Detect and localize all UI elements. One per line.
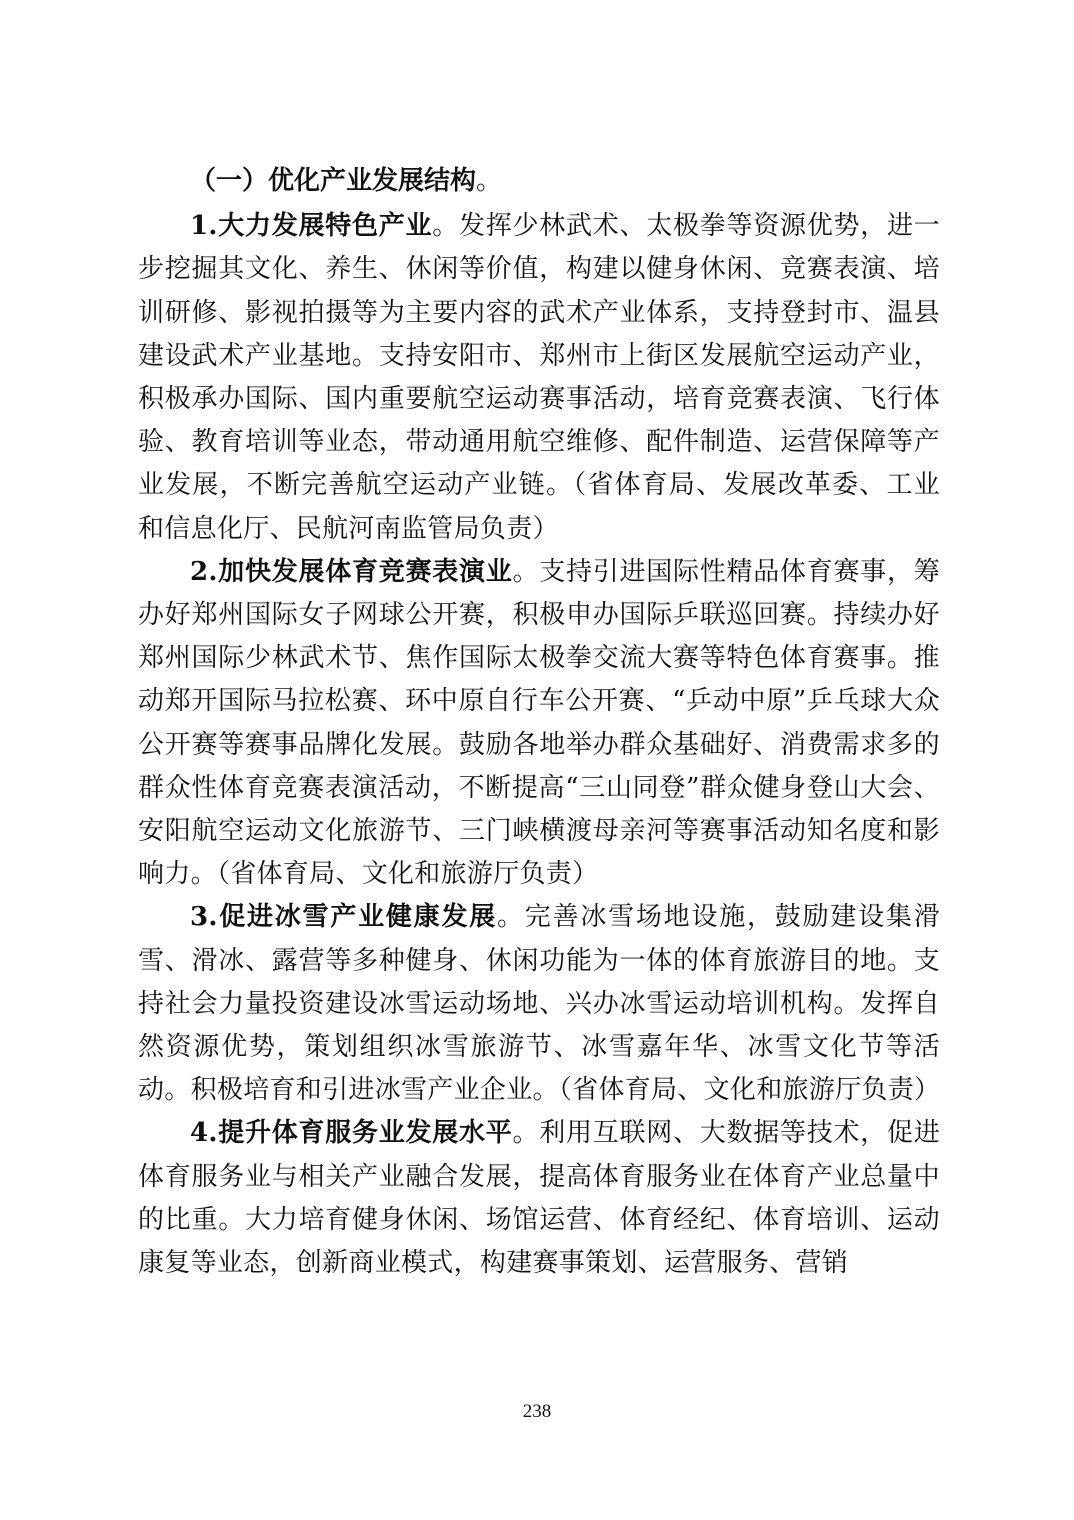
paragraph-lead: 2.加快发展体育竞赛表演业 [190,556,513,587]
paragraph-lead: 4.提升体育服务业发展水平 [190,1118,513,1149]
paragraph-lead: 1.大力发展特色产业 [190,211,433,242]
document-page [138,160,940,1285]
paragraph-body: 。支持引进国际性精品体育赛事，筹办好郑州国际女子网球公开赛，积极申办国际乒联巡回赛。持续办好郑州国际少林武术节、焦作国际太极拳交流大赛等特色体育赛事。推动郑开国际马拉松赛、环中原自行车公开赛、“乒动中原”乒乓球大众公开赛等赛事品牌化发展。鼓励各地举办群众基础好、消费需求多的群众性体育竞赛表演活动，不断提高“三山同登”群众健身登山大会、安阳航空运动文化旅游节、三门峡横渡母亲河等赛事活动知名度和影响力。（省体育局、文化和旅游厅负责） [138,556,940,890]
paragraph-competition-industry [138,551,940,897]
section-heading-text: （一）优化产业发展结构 [190,166,477,196]
section-heading-tail: 。 [476,166,503,196]
section-heading [138,160,940,203]
paragraph-ice-snow-industry [138,896,940,1112]
paragraph-service-industry [138,1112,940,1285]
paragraph-body: 。利用互联网、大数据等技术，促进体育服务业与相关产业融合发展，提高体育服务业在体育产业总量中的比重。大力培育健身休闲、场馆运营、体育经纪、体育培训、运动康复等业态，创新商业模式，构建赛事策划、运营服务、营销 [138,1118,940,1279]
page-number: 238 [522,1401,552,1422]
paragraph-special-industries [138,205,940,551]
paragraph-body: 。发挥少林武术、太极拳等资源优势，进一步挖掘其文化、养生、休闲等价值，构建以健身休闲、竞赛表演、培训研修、影视拍摄等为主要内容的武术产业体系，支持登封市、温县建设武术产业基地。支持安阳市、郑州市上街区发展航空运动产业，积极承办国际、国内重要航空运动赛事活动，培育竞赛表演、飞行体验、教育培训等业态，带动通用航空维修、配件制造、运营保障等产业发展，不断完善航空运动产业链。（省体育局、发展改革委、工业和信息化厅、民航河南监管局负责） [138,211,940,544]
paragraph-lead: 3.促进冰雪产业健康发展 [190,902,498,933]
paragraph-body: 。完善冰雪场地设施，鼓励建设集滑雪、滑冰、露营等多种健身、休闲功能为一体的体育旅游目的地。支持社会力量投资建设冰雪运动场地、兴办冰雪运动培训机构。发挥自然资源优势，策划组织冰雪旅游节、冰雪嘉年华、冰雪文化节等活动。积极培育和引进冰雪产业企业。（省体育局、文化和旅游厅负责） [138,902,941,1106]
